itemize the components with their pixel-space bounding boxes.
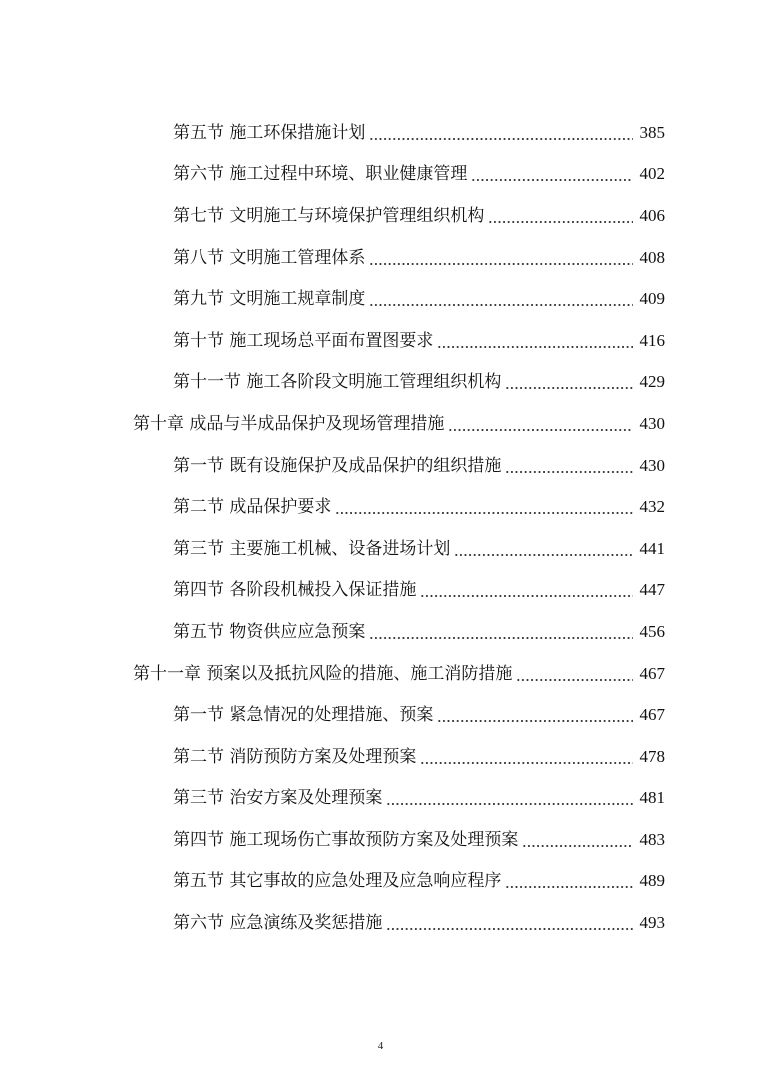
dot-leader xyxy=(369,248,633,268)
toc-entry[interactable] xyxy=(0,778,761,820)
toc-entry[interactable] xyxy=(0,736,761,778)
toc-entry[interactable] xyxy=(0,694,761,736)
toc-entry-title: 第二节 成品保护要求 xyxy=(173,497,332,518)
toc-entry-title: 第三节 治安方案及处理预案 xyxy=(173,788,383,809)
toc-page-number: 385 xyxy=(639,122,665,142)
dot-leader xyxy=(369,289,633,309)
toc-chapter-title: 第十一章 预案以及抵抗风险的措施、施工消防措施 xyxy=(133,663,513,684)
toc-entry-title: 第一节 紧急情况的处理措施、预案 xyxy=(173,705,434,726)
dot-leader xyxy=(386,913,633,933)
toc-page-number: 447 xyxy=(639,580,665,600)
toc-page-number: 478 xyxy=(639,746,665,766)
toc-entry-title: 第十节 施工现场总平面布置图要求 xyxy=(173,330,434,351)
toc-entry[interactable] xyxy=(0,320,761,362)
toc-page-number: 481 xyxy=(639,788,665,808)
toc-entry-title: 第七节 文明施工与环境保护管理组织机构 xyxy=(173,205,485,226)
dot-leader xyxy=(369,622,633,642)
toc-entry[interactable] xyxy=(0,902,761,944)
dot-leader xyxy=(369,123,633,143)
toc-page-number: 430 xyxy=(639,455,665,475)
toc-entry-title: 第八节 文明施工管理体系 xyxy=(173,247,366,268)
toc-entry-title: 第六节 施工过程中环境、职业健康管理 xyxy=(173,164,468,185)
toc-entry[interactable] xyxy=(0,528,761,570)
dot-leader xyxy=(420,747,633,767)
toc-entry[interactable] xyxy=(0,486,761,528)
toc-page-number: 406 xyxy=(639,205,665,225)
dot-leader xyxy=(420,580,633,600)
dot-leader xyxy=(505,871,633,891)
toc-chapter-title: 第十章 成品与半成品保护及现场管理措施 xyxy=(133,413,445,434)
dot-leader xyxy=(437,331,633,351)
toc-entry[interactable] xyxy=(0,819,761,861)
toc-entry[interactable] xyxy=(0,445,761,487)
toc-entry[interactable] xyxy=(0,237,761,279)
toc-entry[interactable] xyxy=(0,861,761,903)
toc-page-number: 432 xyxy=(639,497,665,517)
toc-entry-title: 第五节 其它事故的应急处理及应急响应程序 xyxy=(173,871,502,892)
toc-page-number: 402 xyxy=(639,164,665,184)
toc-page-number: 408 xyxy=(639,247,665,267)
toc-entry-title: 第四节 施工现场伤亡事故预防方案及处理预案 xyxy=(173,829,519,850)
toc-page-number: 409 xyxy=(639,289,665,309)
toc-entry[interactable] xyxy=(0,112,761,154)
toc-entry[interactable] xyxy=(0,362,761,404)
page-footer-number: 4 xyxy=(377,1040,384,1052)
toc-entry[interactable] xyxy=(0,278,761,320)
toc-entry-title: 第四节 各阶段机械投入保证措施 xyxy=(173,580,417,601)
dot-leader xyxy=(488,206,633,226)
toc-chapter-entry[interactable] xyxy=(0,403,761,445)
toc-page-number: 441 xyxy=(639,538,665,558)
toc-entry-title: 第五节 施工环保措施计划 xyxy=(173,122,366,143)
toc-entry-title: 第六节 应急演练及奖惩措施 xyxy=(173,913,383,934)
toc-page-number: 429 xyxy=(639,372,665,392)
toc-chapter-entry[interactable] xyxy=(0,653,761,695)
toc-page-number: 416 xyxy=(639,330,665,350)
dot-leader xyxy=(386,788,633,808)
toc-entry[interactable] xyxy=(0,570,761,612)
dot-leader xyxy=(505,372,633,392)
dot-leader xyxy=(471,164,633,184)
toc-entry-title: 第一节 既有设施保护及成品保护的组织措施 xyxy=(173,455,502,476)
toc-page-number: 489 xyxy=(639,871,665,891)
toc-entry[interactable] xyxy=(0,154,761,196)
toc-page-number: 493 xyxy=(639,913,665,933)
dot-leader xyxy=(516,664,633,684)
toc-page-number: 456 xyxy=(639,621,665,641)
toc-entry-title: 第三节 主要施工机械、设备进场计划 xyxy=(173,538,451,559)
dot-leader xyxy=(448,414,633,434)
dot-leader xyxy=(505,456,633,476)
toc-entry[interactable] xyxy=(0,195,761,237)
toc-page-number: 483 xyxy=(639,829,665,849)
toc-page-number: 467 xyxy=(639,705,665,725)
toc-entry-title: 第五节 物资供应应急预案 xyxy=(173,621,366,642)
table-of-contents xyxy=(0,112,761,944)
toc-entry-title: 第十一节 施工各阶段文明施工管理组织机构 xyxy=(173,372,502,393)
toc-entry-title: 第九节 文明施工规章制度 xyxy=(173,289,366,310)
dot-leader xyxy=(454,539,633,559)
toc-page-number: 467 xyxy=(639,663,665,683)
dot-leader xyxy=(522,830,633,850)
dot-leader xyxy=(437,705,633,725)
dot-leader xyxy=(335,497,633,517)
toc-page-number: 430 xyxy=(639,413,665,433)
toc-entry[interactable] xyxy=(0,611,761,653)
toc-entry-title: 第二节 消防预防方案及处理预案 xyxy=(173,746,417,767)
